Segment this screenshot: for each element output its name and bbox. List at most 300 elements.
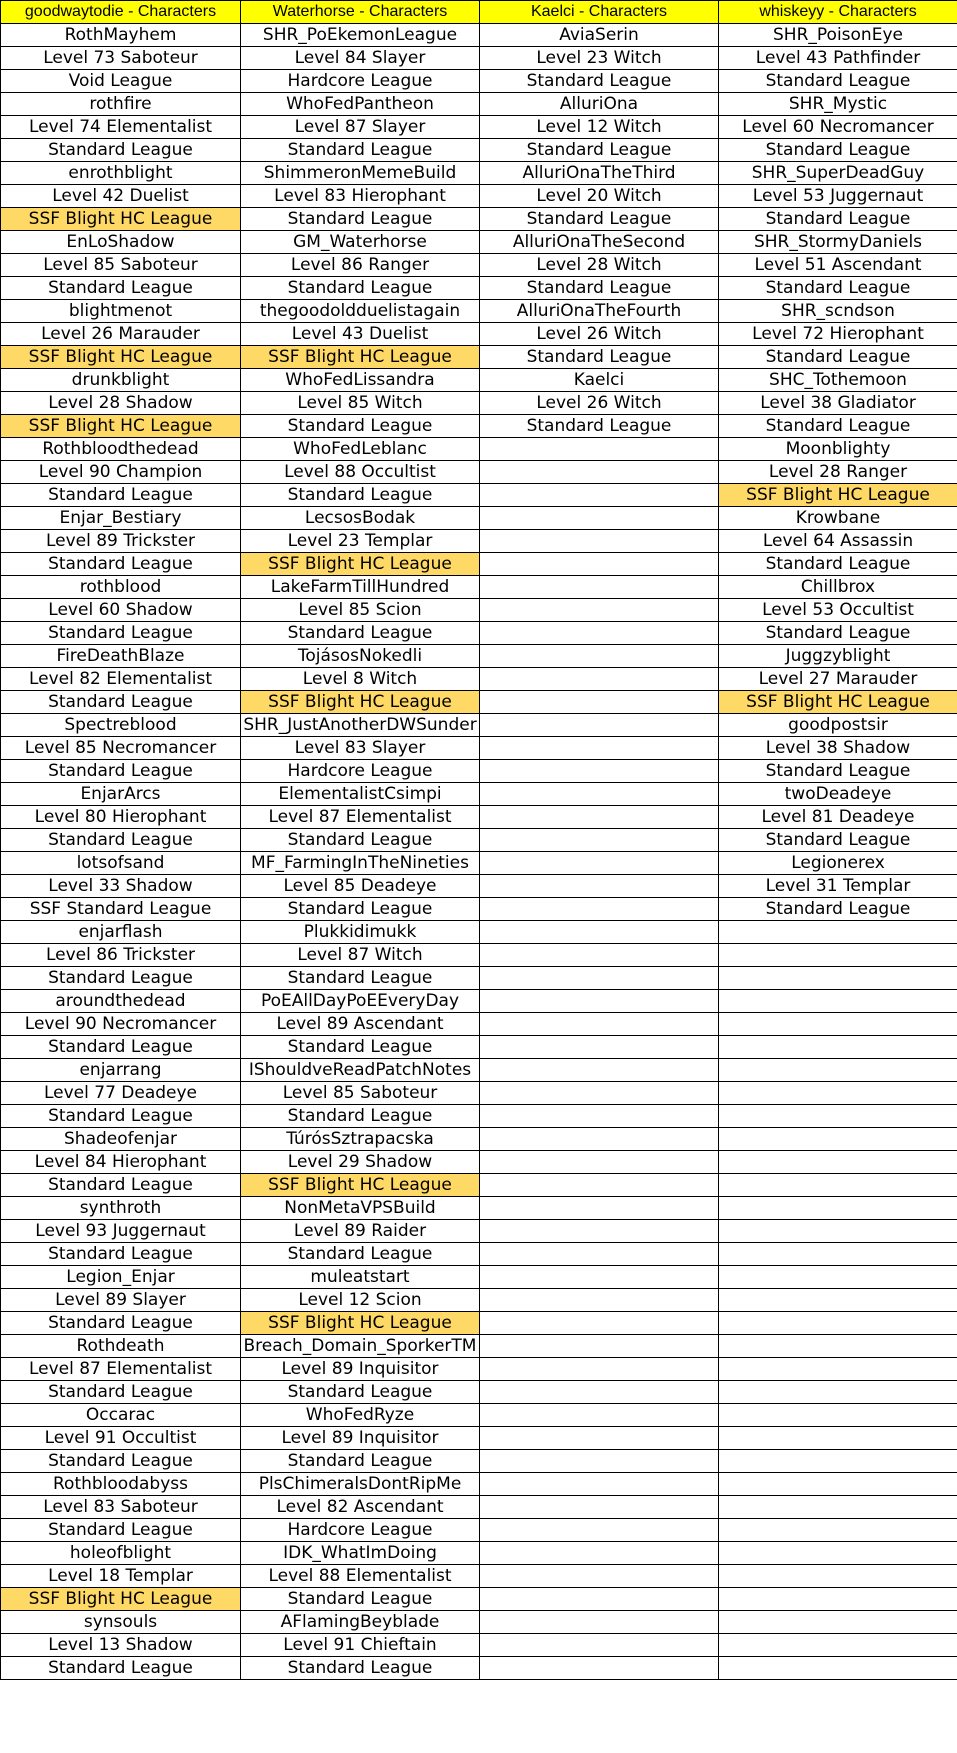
cell-whiskeyy[interactable]: Level 64 Assassin <box>719 530 957 553</box>
cell-waterhorse[interactable]: Level 87 Witch <box>241 944 480 967</box>
cell-kaelci[interactable] <box>480 461 719 484</box>
cell-whiskeyy[interactable]: Level 28 Ranger <box>719 461 957 484</box>
cell-kaelci[interactable] <box>480 1519 719 1542</box>
cell-waterhorse[interactable]: Standard League <box>241 208 480 231</box>
cell-kaelci[interactable] <box>480 599 719 622</box>
cell-waterhorse[interactable]: Standard League <box>241 1588 480 1611</box>
cell-waterhorse[interactable]: Hardcore League <box>241 1519 480 1542</box>
cell-goodwaytodie[interactable]: Standard League <box>1 1105 241 1128</box>
cell-whiskeyy[interactable] <box>719 1197 957 1220</box>
cell-goodwaytodie[interactable]: Level 83 Saboteur <box>1 1496 241 1519</box>
cell-waterhorse[interactable]: Level 87 Elementalist <box>241 806 480 829</box>
cell-waterhorse[interactable]: Standard League <box>241 1036 480 1059</box>
cell-goodwaytodie[interactable]: aroundthedead <box>1 990 241 1013</box>
column-header-waterhorse[interactable]: Waterhorse - Characters <box>241 1 480 24</box>
cell-goodwaytodie[interactable]: Level 84 Hierophant <box>1 1151 241 1174</box>
cell-waterhorse[interactable]: Level 84 Slayer <box>241 47 480 70</box>
cell-whiskeyy[interactable]: SSF Blight HC League <box>719 484 957 507</box>
cell-whiskeyy[interactable] <box>719 1174 957 1197</box>
cell-waterhorse[interactable]: Level 85 Scion <box>241 599 480 622</box>
cell-goodwaytodie[interactable]: enjarrang <box>1 1059 241 1082</box>
cell-whiskeyy[interactable]: Level 27 Marauder <box>719 668 957 691</box>
cell-waterhorse[interactable]: Level 82 Ascendant <box>241 1496 480 1519</box>
cell-whiskeyy[interactable]: Standard League <box>719 139 957 162</box>
cell-goodwaytodie[interactable]: SSF Standard League <box>1 898 241 921</box>
cell-goodwaytodie[interactable]: Standard League <box>1 277 241 300</box>
cell-goodwaytodie[interactable]: Level 73 Saboteur <box>1 47 241 70</box>
cell-goodwaytodie[interactable]: Standard League <box>1 1519 241 1542</box>
cell-kaelci[interactable] <box>480 1450 719 1473</box>
cell-whiskeyy[interactable] <box>719 1657 957 1680</box>
cell-kaelci[interactable] <box>480 438 719 461</box>
cell-kaelci[interactable] <box>480 1496 719 1519</box>
cell-whiskeyy[interactable] <box>719 990 957 1013</box>
cell-waterhorse[interactable]: SHR_JustAnotherDWSunder <box>241 714 480 737</box>
cell-goodwaytodie[interactable]: Standard League <box>1 1174 241 1197</box>
cell-waterhorse[interactable]: PlsChimeralsDontRipMe <box>241 1473 480 1496</box>
cell-goodwaytodie[interactable]: Level 60 Shadow <box>1 599 241 622</box>
cell-whiskeyy[interactable] <box>719 1220 957 1243</box>
cell-whiskeyy[interactable]: Standard League <box>719 760 957 783</box>
cell-goodwaytodie[interactable]: Legion_Enjar <box>1 1266 241 1289</box>
table-row <box>1 1473 957 1496</box>
cell-whiskeyy[interactable]: SHR_StormyDaniels <box>719 231 957 254</box>
cell-waterhorse[interactable]: Level 91 Chieftain <box>241 1634 480 1657</box>
cell-waterhorse[interactable]: Standard League <box>241 1243 480 1266</box>
cell-whiskeyy[interactable] <box>719 1266 957 1289</box>
cell-goodwaytodie[interactable]: SSF Blight HC League <box>1 208 241 231</box>
cell-kaelci[interactable] <box>480 1588 719 1611</box>
cell-kaelci[interactable] <box>480 944 719 967</box>
cell-kaelci[interactable] <box>480 1266 719 1289</box>
cell-kaelci[interactable] <box>480 1404 719 1427</box>
cell-waterhorse[interactable]: Level 43 Duelist <box>241 323 480 346</box>
cell-goodwaytodie[interactable]: Level 80 Hierophant <box>1 806 241 829</box>
cell-goodwaytodie[interactable]: Level 86 Trickster <box>1 944 241 967</box>
cell-kaelci[interactable]: Level 20 Witch <box>480 185 719 208</box>
cell-whiskeyy[interactable] <box>719 1151 957 1174</box>
cell-waterhorse[interactable]: NonMetaVPSBuild <box>241 1197 480 1220</box>
cell-whiskeyy[interactable]: Standard League <box>719 553 957 576</box>
cell-kaelci[interactable] <box>480 1312 719 1335</box>
cell-goodwaytodie[interactable]: SSF Blight HC League <box>1 346 241 369</box>
cell-goodwaytodie[interactable]: Standard League <box>1 553 241 576</box>
cell-waterhorse[interactable]: SSF Blight HC League <box>241 691 480 714</box>
cell-whiskeyy[interactable]: Juggzyblight <box>719 645 957 668</box>
cell-goodwaytodie[interactable]: Standard League <box>1 139 241 162</box>
cell-waterhorse[interactable]: Standard League <box>241 622 480 645</box>
cell-goodwaytodie[interactable]: Rothdeath <box>1 1335 241 1358</box>
cell-whiskeyy[interactable] <box>719 944 957 967</box>
cell-kaelci[interactable] <box>480 1174 719 1197</box>
table-row <box>1 898 957 921</box>
cell-whiskeyy[interactable] <box>719 1358 957 1381</box>
cell-whiskeyy[interactable]: Standard League <box>719 346 957 369</box>
cell-whiskeyy[interactable] <box>719 1036 957 1059</box>
column-header-goodwaytodie[interactable]: goodwaytodie - Characters <box>1 1 241 24</box>
cell-waterhorse[interactable]: SSF Blight HC League <box>241 553 480 576</box>
cell-kaelci[interactable] <box>480 1565 719 1588</box>
cell-kaelci[interactable] <box>480 1036 719 1059</box>
cell-whiskeyy[interactable]: SHC_Tothemoon <box>719 369 957 392</box>
cell-whiskeyy[interactable] <box>719 1404 957 1427</box>
cell-goodwaytodie[interactable]: blightmenot <box>1 300 241 323</box>
cell-waterhorse[interactable]: SSF Blight HC League <box>241 1312 480 1335</box>
cell-goodwaytodie[interactable]: RothMayhem <box>1 24 241 47</box>
cell-whiskeyy[interactable] <box>719 1059 957 1082</box>
cell-goodwaytodie[interactable]: synthroth <box>1 1197 241 1220</box>
cell-whiskeyy[interactable]: Level 38 Shadow <box>719 737 957 760</box>
cell-goodwaytodie[interactable]: synsouls <box>1 1611 241 1634</box>
cell-goodwaytodie[interactable]: Standard League <box>1 1243 241 1266</box>
cell-whiskeyy[interactable]: Level 43 Pathfinder <box>719 47 957 70</box>
cell-kaelci[interactable] <box>480 1427 719 1450</box>
cell-whiskeyy[interactable]: Level 81 Deadeye <box>719 806 957 829</box>
cell-waterhorse[interactable]: IShouldveReadPatchNotes <box>241 1059 480 1082</box>
cell-waterhorse[interactable]: Hardcore League <box>241 760 480 783</box>
cell-goodwaytodie[interactable]: Level 89 Slayer <box>1 1289 241 1312</box>
cell-whiskeyy[interactable] <box>719 1243 957 1266</box>
cell-kaelci[interactable]: AviaSerin <box>480 24 719 47</box>
cell-waterhorse[interactable]: SSF Blight HC League <box>241 1174 480 1197</box>
cell-kaelci[interactable] <box>480 668 719 691</box>
cell-whiskeyy[interactable]: Level 31 Templar <box>719 875 957 898</box>
cell-kaelci[interactable] <box>480 1657 719 1680</box>
cell-whiskeyy[interactable] <box>719 1082 957 1105</box>
table-row <box>1 967 957 990</box>
cell-goodwaytodie[interactable]: rothblood <box>1 576 241 599</box>
cell-kaelci[interactable]: Standard League <box>480 415 719 438</box>
cell-goodwaytodie[interactable]: Standard League <box>1 1312 241 1335</box>
cell-whiskeyy[interactable]: Standard League <box>719 415 957 438</box>
cell-kaelci[interactable] <box>480 507 719 530</box>
cell-whiskeyy[interactable]: Level 38 Gladiator <box>719 392 957 415</box>
cell-waterhorse[interactable]: TojásosNokedli <box>241 645 480 668</box>
cell-kaelci[interactable]: AlluriOnaTheFourth <box>480 300 719 323</box>
cell-goodwaytodie[interactable]: Standard League <box>1 1036 241 1059</box>
cell-waterhorse[interactable]: Level 8 Witch <box>241 668 480 691</box>
cell-kaelci[interactable]: Standard League <box>480 139 719 162</box>
cell-kaelci[interactable] <box>480 1059 719 1082</box>
cell-whiskeyy[interactable]: goodpostsir <box>719 714 957 737</box>
table-row <box>1 461 957 484</box>
column-header-whiskeyy[interactable]: whiskeyy - Characters <box>719 1 957 24</box>
cell-kaelci[interactable]: Level 26 Witch <box>480 392 719 415</box>
cell-kaelci[interactable] <box>480 622 719 645</box>
cell-goodwaytodie[interactable]: Rothbloodabyss <box>1 1473 241 1496</box>
cell-goodwaytodie[interactable]: Void League <box>1 70 241 93</box>
cell-goodwaytodie[interactable]: Level 89 Trickster <box>1 530 241 553</box>
cell-waterhorse[interactable]: Plukkidimukk <box>241 921 480 944</box>
cell-goodwaytodie[interactable]: Standard League <box>1 691 241 714</box>
cell-goodwaytodie[interactable]: Level 13 Shadow <box>1 1634 241 1657</box>
cell-waterhorse[interactable]: LecsosBodak <box>241 507 480 530</box>
cell-goodwaytodie[interactable]: EnLoShadow <box>1 231 241 254</box>
cell-waterhorse[interactable]: Level 12 Scion <box>241 1289 480 1312</box>
cell-goodwaytodie[interactable]: drunkblight <box>1 369 241 392</box>
cell-goodwaytodie[interactable]: Level 18 Templar <box>1 1565 241 1588</box>
cell-kaelci[interactable] <box>480 829 719 852</box>
cell-kaelci[interactable]: Standard League <box>480 346 719 369</box>
cell-waterhorse[interactable]: WhoFedLeblanc <box>241 438 480 461</box>
cell-goodwaytodie[interactable]: Level 87 Elementalist <box>1 1358 241 1381</box>
cell-waterhorse[interactable]: AFlamingBeyblade <box>241 1611 480 1634</box>
cell-goodwaytodie[interactable]: Standard League <box>1 760 241 783</box>
cell-goodwaytodie[interactable]: Level 85 Necromancer <box>1 737 241 760</box>
cell-whiskeyy[interactable]: SSF Blight HC League <box>719 691 957 714</box>
cell-kaelci[interactable] <box>480 783 719 806</box>
cell-waterhorse[interactable]: Standard League <box>241 829 480 852</box>
cell-whiskeyy[interactable] <box>719 921 957 944</box>
cell-waterhorse[interactable]: Standard League <box>241 967 480 990</box>
cell-waterhorse[interactable]: Level 86 Ranger <box>241 254 480 277</box>
cell-whiskeyy[interactable]: twoDeadeye <box>719 783 957 806</box>
cell-goodwaytodie[interactable]: Standard League <box>1 829 241 852</box>
cell-waterhorse[interactable]: Standard League <box>241 277 480 300</box>
cell-waterhorse[interactable]: thegoodoldduelistagain <box>241 300 480 323</box>
cell-whiskeyy[interactable]: Standard League <box>719 70 957 93</box>
cell-goodwaytodie[interactable]: lotsofsand <box>1 852 241 875</box>
cell-goodwaytodie[interactable]: Standard League <box>1 1381 241 1404</box>
cell-waterhorse[interactable]: Level 89 Inquisitor <box>241 1358 480 1381</box>
cell-kaelci[interactable]: AlluriOnaTheSecond <box>480 231 719 254</box>
cell-goodwaytodie[interactable]: Standard League <box>1 1657 241 1680</box>
cell-goodwaytodie[interactable]: rothfire <box>1 93 241 116</box>
cell-waterhorse[interactable]: Standard League <box>241 898 480 921</box>
table-row <box>1 1611 957 1634</box>
cell-goodwaytodie[interactable]: Level 74 Elementalist <box>1 116 241 139</box>
cell-waterhorse[interactable]: TúrósSztrapacska <box>241 1128 480 1151</box>
cell-whiskeyy[interactable] <box>719 1565 957 1588</box>
cell-waterhorse[interactable]: Level 89 Inquisitor <box>241 1427 480 1450</box>
cell-goodwaytodie[interactable]: Spectreblood <box>1 714 241 737</box>
cell-whiskeyy[interactable]: Legionerex <box>719 852 957 875</box>
cell-kaelci[interactable] <box>480 1082 719 1105</box>
cell-goodwaytodie[interactable]: Level 77 Deadeye <box>1 1082 241 1105</box>
cell-whiskeyy[interactable]: SHR_SuperDeadGuy <box>719 162 957 185</box>
cell-goodwaytodie[interactable]: Level 90 Necromancer <box>1 1013 241 1036</box>
cell-goodwaytodie[interactable]: Enjar_Bestiary <box>1 507 241 530</box>
cell-kaelci[interactable]: Kaelci <box>480 369 719 392</box>
cell-whiskeyy[interactable]: SHR_Mystic <box>719 93 957 116</box>
cell-goodwaytodie[interactable]: Standard League <box>1 622 241 645</box>
cell-waterhorse[interactable]: Level 83 Hierophant <box>241 185 480 208</box>
table-row <box>1 1519 957 1542</box>
cell-waterhorse[interactable]: LakeFarmTillHundred <box>241 576 480 599</box>
cell-kaelci[interactable] <box>480 714 719 737</box>
cell-whiskeyy[interactable] <box>719 1335 957 1358</box>
cell-waterhorse[interactable]: WhoFedLissandra <box>241 369 480 392</box>
cell-whiskeyy[interactable] <box>719 1542 957 1565</box>
cell-goodwaytodie[interactable]: enrothblight <box>1 162 241 185</box>
cell-whiskeyy[interactable] <box>719 1105 957 1128</box>
cell-whiskeyy[interactable]: SHR_scndson <box>719 300 957 323</box>
cell-waterhorse[interactable]: ElementalistCsimpi <box>241 783 480 806</box>
cell-kaelci[interactable] <box>480 530 719 553</box>
cell-kaelci[interactable]: AlluriOna <box>480 93 719 116</box>
cell-kaelci[interactable]: Level 26 Witch <box>480 323 719 346</box>
cell-waterhorse[interactable]: PoEAllDayPoEEveryDay <box>241 990 480 1013</box>
cell-waterhorse[interactable]: Level 88 Occultist <box>241 461 480 484</box>
cell-goodwaytodie[interactable]: Level 90 Champion <box>1 461 241 484</box>
cell-goodwaytodie[interactable]: Occarac <box>1 1404 241 1427</box>
cell-whiskeyy[interactable] <box>719 1588 957 1611</box>
cell-whiskeyy[interactable] <box>719 1496 957 1519</box>
cell-whiskeyy[interactable]: Standard League <box>719 208 957 231</box>
cell-whiskeyy[interactable] <box>719 1519 957 1542</box>
cell-whiskeyy[interactable]: Level 72 Hierophant <box>719 323 957 346</box>
cell-whiskeyy[interactable] <box>719 1634 957 1657</box>
cell-kaelci[interactable] <box>480 484 719 507</box>
cell-whiskeyy[interactable]: Krowbane <box>719 507 957 530</box>
cell-waterhorse[interactable]: Standard League <box>241 1657 480 1680</box>
cell-waterhorse[interactable]: Standard League <box>241 415 480 438</box>
cell-waterhorse[interactable]: Level 23 Templar <box>241 530 480 553</box>
cell-waterhorse[interactable]: IDK_WhatImDoing <box>241 1542 480 1565</box>
cell-whiskeyy[interactable] <box>719 1289 957 1312</box>
cell-kaelci[interactable]: Standard League <box>480 277 719 300</box>
cell-goodwaytodie[interactable]: Standard League <box>1 484 241 507</box>
cell-kaelci[interactable] <box>480 1128 719 1151</box>
cell-waterhorse[interactable]: Level 87 Slayer <box>241 116 480 139</box>
cell-kaelci[interactable]: Standard League <box>480 70 719 93</box>
cell-waterhorse[interactable]: Level 88 Elementalist <box>241 1565 480 1588</box>
cell-waterhorse[interactable]: Level 85 Witch <box>241 392 480 415</box>
cell-goodwaytodie[interactable]: Level 26 Marauder <box>1 323 241 346</box>
cell-waterhorse[interactable]: Level 89 Ascendant <box>241 1013 480 1036</box>
cell-goodwaytodie[interactable]: SSF Blight HC League <box>1 415 241 438</box>
cell-kaelci[interactable] <box>480 1335 719 1358</box>
cell-kaelci[interactable] <box>480 1013 719 1036</box>
cell-goodwaytodie[interactable]: EnjarArcs <box>1 783 241 806</box>
cell-kaelci[interactable] <box>480 1151 719 1174</box>
cell-whiskeyy[interactable] <box>719 1427 957 1450</box>
cell-goodwaytodie[interactable]: Level 91 Occultist <box>1 1427 241 1450</box>
cell-waterhorse[interactable]: Breach_Domain_SporkerTM <box>241 1335 480 1358</box>
cell-kaelci[interactable] <box>480 576 719 599</box>
cell-waterhorse[interactable]: Level 89 Raider <box>241 1220 480 1243</box>
cell-kaelci[interactable] <box>480 737 719 760</box>
cell-kaelci[interactable] <box>480 806 719 829</box>
cell-goodwaytodie[interactable]: Standard League <box>1 967 241 990</box>
cell-waterhorse[interactable]: ShimmeronMemeBuild <box>241 162 480 185</box>
cell-waterhorse[interactable]: SHR_PoEkemonLeague <box>241 24 480 47</box>
cell-whiskeyy[interactable]: Standard League <box>719 898 957 921</box>
cell-kaelci[interactable]: AlluriOnaTheThird <box>480 162 719 185</box>
cell-goodwaytodie[interactable]: Standard League <box>1 1450 241 1473</box>
cell-kaelci[interactable]: Standard League <box>480 208 719 231</box>
table-row <box>1 116 957 139</box>
cell-kaelci[interactable] <box>480 1220 719 1243</box>
cell-whiskeyy[interactable]: SHR_PoisonEye <box>719 24 957 47</box>
cell-whiskeyy[interactable] <box>719 1381 957 1404</box>
cell-kaelci[interactable] <box>480 852 719 875</box>
cell-kaelci[interactable]: Level 28 Witch <box>480 254 719 277</box>
cell-waterhorse[interactable]: Level 85 Saboteur <box>241 1082 480 1105</box>
cell-whiskeyy[interactable] <box>719 1611 957 1634</box>
cell-waterhorse[interactable]: SSF Blight HC League <box>241 346 480 369</box>
cell-whiskeyy[interactable] <box>719 1473 957 1496</box>
cell-kaelci[interactable]: Level 23 Witch <box>480 47 719 70</box>
cell-whiskeyy[interactable]: Moonblighty <box>719 438 957 461</box>
cell-whiskeyy[interactable] <box>719 1312 957 1335</box>
cell-goodwaytodie[interactable]: Level 85 Saboteur <box>1 254 241 277</box>
cell-kaelci[interactable] <box>480 645 719 668</box>
cell-whiskeyy[interactable]: Level 60 Necromancer <box>719 116 957 139</box>
cell-goodwaytodie[interactable]: SSF Blight HC League <box>1 1588 241 1611</box>
cell-waterhorse[interactable]: Level 85 Deadeye <box>241 875 480 898</box>
table-row <box>1 691 957 714</box>
cell-waterhorse[interactable]: Hardcore League <box>241 70 480 93</box>
cell-whiskeyy[interactable] <box>719 1450 957 1473</box>
cell-kaelci[interactable] <box>480 1105 719 1128</box>
cell-kaelci[interactable] <box>480 1473 719 1496</box>
cell-goodwaytodie[interactable]: Level 33 Shadow <box>1 875 241 898</box>
cell-kaelci[interactable] <box>480 898 719 921</box>
cell-waterhorse[interactable]: Level 29 Shadow <box>241 1151 480 1174</box>
cell-kaelci[interactable] <box>480 921 719 944</box>
cell-goodwaytodie[interactable]: enjarflash <box>1 921 241 944</box>
cell-waterhorse[interactable]: WhoFedRyze <box>241 1404 480 1427</box>
cell-waterhorse[interactable]: muleatstart <box>241 1266 480 1289</box>
column-header-kaelci[interactable]: Kaelci - Characters <box>480 1 719 24</box>
cell-waterhorse[interactable]: Standard League <box>241 484 480 507</box>
cell-waterhorse[interactable]: GM_Waterhorse <box>241 231 480 254</box>
cell-kaelci[interactable] <box>480 1634 719 1657</box>
cell-kaelci[interactable] <box>480 760 719 783</box>
cell-kaelci[interactable] <box>480 553 719 576</box>
cell-goodwaytodie[interactable]: Level 28 Shadow <box>1 392 241 415</box>
cell-whiskeyy[interactable] <box>719 1128 957 1151</box>
cell-kaelci[interactable] <box>480 1358 719 1381</box>
cell-waterhorse[interactable]: Standard League <box>241 139 480 162</box>
cell-kaelci[interactable]: Level 12 Witch <box>480 116 719 139</box>
cell-kaelci[interactable] <box>480 1289 719 1312</box>
cell-kaelci[interactable] <box>480 1611 719 1634</box>
cell-whiskeyy[interactable]: Standard League <box>719 622 957 645</box>
cell-kaelci[interactable] <box>480 875 719 898</box>
cell-kaelci[interactable] <box>480 1243 719 1266</box>
cell-kaelci[interactable] <box>480 1542 719 1565</box>
cell-kaelci[interactable] <box>480 967 719 990</box>
cell-waterhorse[interactable]: MF_FarmingInTheNineties <box>241 852 480 875</box>
cell-waterhorse[interactable]: Standard League <box>241 1105 480 1128</box>
cell-goodwaytodie[interactable]: Rothbloodthedead <box>1 438 241 461</box>
cell-waterhorse[interactable]: Standard League <box>241 1450 480 1473</box>
cell-goodwaytodie[interactable]: Level 42 Duelist <box>1 185 241 208</box>
cell-kaelci[interactable] <box>480 1381 719 1404</box>
cell-whiskeyy[interactable]: Chillbrox <box>719 576 957 599</box>
cell-whiskeyy[interactable] <box>719 967 957 990</box>
cell-whiskeyy[interactable]: Standard League <box>719 277 957 300</box>
cell-kaelci[interactable] <box>480 990 719 1013</box>
cell-goodwaytodie[interactable]: Shadeofenjar <box>1 1128 241 1151</box>
cell-waterhorse[interactable]: WhoFedPantheon <box>241 93 480 116</box>
cell-goodwaytodie[interactable]: Level 82 Elementalist <box>1 668 241 691</box>
cell-goodwaytodie[interactable]: Level 93 Juggernaut <box>1 1220 241 1243</box>
cell-whiskeyy[interactable]: Level 53 Occultist <box>719 599 957 622</box>
cell-whiskeyy[interactable] <box>719 1013 957 1036</box>
cell-waterhorse[interactable]: Level 83 Slayer <box>241 737 480 760</box>
cell-waterhorse[interactable]: Standard League <box>241 1381 480 1404</box>
cell-whiskeyy[interactable]: Standard League <box>719 829 957 852</box>
cell-goodwaytodie[interactable]: holeofblight <box>1 1542 241 1565</box>
cell-kaelci[interactable] <box>480 691 719 714</box>
cell-kaelci[interactable] <box>480 1197 719 1220</box>
cell-whiskeyy[interactable]: Level 51 Ascendant <box>719 254 957 277</box>
cell-goodwaytodie[interactable]: FireDeathBlaze <box>1 645 241 668</box>
cell-whiskeyy[interactable]: Level 53 Juggernaut <box>719 185 957 208</box>
